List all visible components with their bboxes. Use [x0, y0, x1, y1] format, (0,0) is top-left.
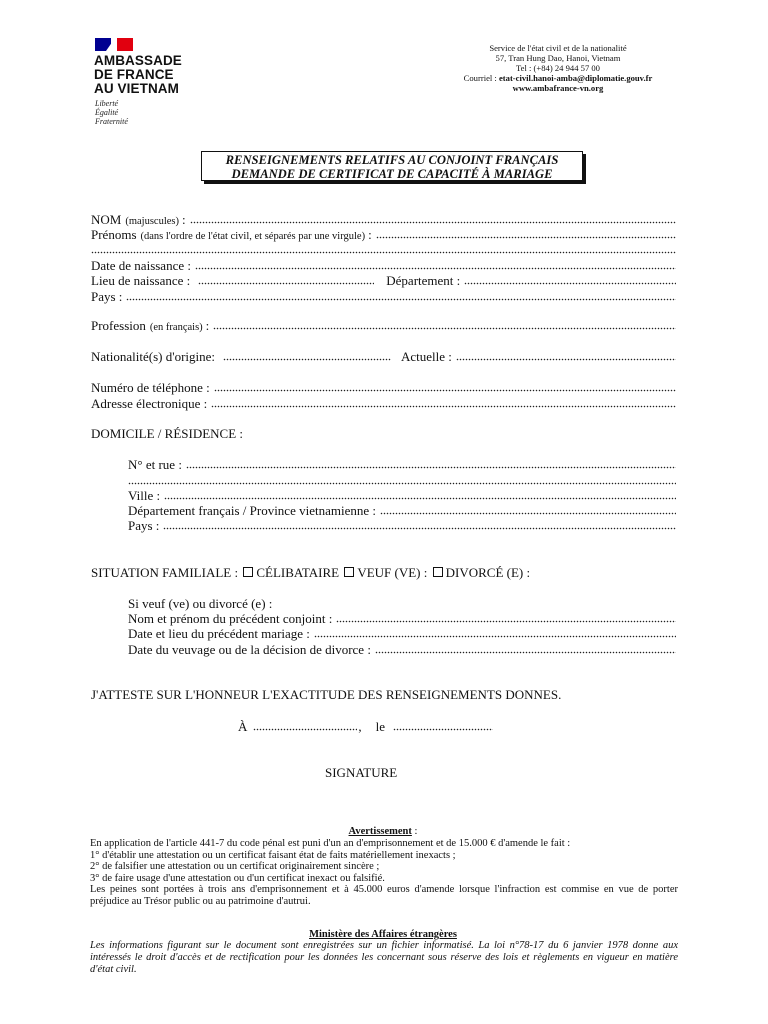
logo-line-3: AU VIETNAM — [94, 81, 179, 96]
celibataire-checkbox[interactable] — [243, 567, 253, 577]
motto-fraternite: Fraternité — [95, 117, 128, 126]
lieu-date-comma: , — [358, 719, 362, 734]
warning-line-2: 2° de falsifier une attestation ou un certificat originairement sincère ; — [90, 861, 380, 872]
pays-label: Pays : — [91, 289, 123, 304]
date-veuvage-row — [128, 642, 676, 658]
warning-title: Avertissement — [348, 826, 412, 837]
prenoms-label: Prénoms — [91, 227, 137, 242]
date-signature-field[interactable] — [393, 719, 493, 731]
logo-line-2: DE FRANCE — [94, 67, 174, 82]
warning-heading — [90, 826, 676, 838]
date-lieu-mariage-field[interactable] — [314, 626, 676, 638]
divorce-checkbox[interactable] — [433, 567, 443, 577]
pays-residence-row — [128, 518, 676, 534]
pays-field[interactable] — [126, 289, 676, 301]
date-naissance-label: Date de naissance : — [91, 258, 191, 273]
contact-tel: Tel : (+84) 24 944 57 00 — [516, 63, 600, 73]
departement-province-field[interactable] — [380, 503, 676, 515]
nom-precedent-field[interactable] — [336, 611, 676, 623]
domicile-heading: DOMICILE / RÉSIDENCE : — [91, 426, 244, 441]
veuf-label: VEUF (VE) : — [357, 565, 428, 580]
embassy-logo-text — [94, 54, 182, 96]
telephone-row — [91, 380, 676, 396]
motto-liberte: Liberté — [95, 99, 119, 108]
contact-email-line — [430, 73, 686, 83]
form-title-line-1: RENSEIGNEMENTS RELATIFS AU CONJOINT FRANÇAIS — [225, 153, 559, 167]
form-title-box — [201, 151, 583, 181]
motto-egalite: Égalité — [95, 108, 119, 117]
contact-email-prefix: Courriel : — [463, 73, 499, 83]
contact-block — [430, 43, 686, 93]
telephone-label: Numéro de téléphone : — [91, 380, 210, 395]
lieu-naissance-label: Lieu de naissance : — [91, 273, 191, 288]
contact-email-link[interactable]: etat-civil.hanoi-amba@diplomatie.gouv.fr — [498, 73, 653, 83]
ville-row — [128, 488, 676, 504]
a-label: À — [238, 719, 248, 734]
no-rue-row — [128, 457, 676, 473]
prenoms-field-continued[interactable] — [91, 242, 676, 254]
telephone-field[interactable] — [214, 380, 676, 392]
nationalite-row — [91, 349, 676, 365]
email-row — [91, 396, 676, 412]
ville-field[interactable] — [164, 488, 676, 500]
veuf-checkbox[interactable] — [344, 567, 354, 577]
warning-title-colon: : — [411, 826, 418, 837]
warning-line-1: 1° d'établir une attestation ou un certificat faisant état de faits matériellement inexacts ; — [90, 849, 456, 861]
republic-motto — [95, 99, 128, 126]
lieu-naissance-field[interactable] — [198, 273, 374, 285]
no-rue-label: N° et rue : — [128, 457, 182, 472]
ministry-title: Ministère des Affaires étrangères — [309, 929, 457, 940]
pays-residence-field[interactable] — [163, 518, 676, 530]
le-label: le — [375, 719, 386, 734]
form-title-line-2: DEMANDE DE CERTIFICAT DE CAPACITÉ À MARIAGE — [231, 167, 553, 181]
nationalite-origine-field[interactable] — [223, 349, 391, 361]
nationalite-actuelle-field[interactable] — [456, 349, 676, 361]
warning-line-intro: En application de l'article 441-7 du code pénal est puni d'un an d'emprisonnement et de 15.000 € d'amende le fait : — [90, 838, 571, 849]
no-rue-continued-row — [128, 473, 676, 485]
profession-field[interactable] — [213, 318, 676, 330]
prenoms-field[interactable] — [376, 227, 676, 239]
date-lieu-mariage-label: Date et lieu du précédent mariage : — [128, 626, 310, 641]
profession-hint: (en français) — [149, 322, 203, 333]
nom-hint: (majuscules) — [125, 216, 179, 227]
date-naissance-field[interactable] — [195, 258, 676, 270]
actuelle-label: Actuelle : — [401, 349, 452, 364]
divorce-label: DIVORCÉ (E) : — [445, 565, 531, 580]
ministry-notice: Les informations figurant sur le document sont enregistrées sur un fichier informatisé. La loi n°78-17 du 6 janvier 1978 donne aux intéressés le droit d'accès et de rectification pour les données les concernant sous réserve des lois et règlements en vigueur en matière d'état civil. — [90, 940, 678, 975]
departement-province-label: Département français / Province vietnamienne : — [128, 503, 376, 518]
nationalite-label: Nationalité(s) d'origine: — [91, 349, 216, 364]
contact-website-link[interactable]: www.ambafrance-vn.org — [512, 83, 604, 93]
profession-row — [91, 318, 676, 336]
warning-line-penalty: Les peines sont portées à trois ans d'emprisonnement et à 45.000 euros d'amende lorsque l'infraction est commise en vue de porter préjudice au Trésor public ou au patrimoine d'autrui. — [90, 884, 678, 907]
warning-line-3: 3° de faire usage d'une attestation ou d'un certificat inexact ou falsifié. — [90, 872, 385, 884]
nom-colon: : — [182, 212, 186, 227]
no-rue-field-continued[interactable] — [128, 473, 676, 485]
nom-label: NOM — [91, 212, 122, 227]
situation-familiale-row — [91, 565, 530, 581]
nom-field[interactable] — [190, 212, 676, 224]
warning-text — [90, 838, 678, 907]
departement-field[interactable] — [464, 273, 676, 285]
celibataire-label: CÉLIBATAIRE — [256, 565, 340, 580]
contact-service: Service de l'état civil et de la nationalité — [489, 43, 627, 53]
marianne-flag-icon — [95, 38, 133, 51]
logo-line-1: AMBASSADE — [94, 53, 182, 68]
prenoms-colon: : — [368, 227, 372, 242]
lieu-naissance-row — [91, 273, 676, 289]
si-veuf-label: Si veuf (ve) ou divorcé (e) : — [128, 596, 273, 611]
nom-precedent-label: Nom et prénom du précédent conjoint : — [128, 611, 333, 626]
lieu-date-row — [238, 719, 498, 735]
pays-row — [91, 289, 676, 305]
lieu-signature-field[interactable] — [253, 719, 357, 731]
prenoms-hint: (dans l'ordre de l'état civil, et séparés par une virgule) — [140, 231, 366, 242]
profession-label: Profession — [91, 318, 146, 333]
adresse-electronique-field[interactable] — [211, 396, 676, 408]
departement-province-row — [128, 503, 676, 519]
date-naissance-row — [91, 258, 676, 274]
signature-label: SIGNATURE — [325, 765, 398, 780]
departement-label: Département : — [386, 273, 461, 288]
nom-precedent-row — [128, 611, 676, 627]
situation-label: SITUATION FAMILIALE : — [91, 565, 239, 580]
pays-residence-label: Pays : — [128, 518, 160, 533]
date-lieu-mariage-row — [128, 626, 676, 642]
attestation-statement: J'ATTESTE SUR L'HONNEUR L'EXACTITUDE DES RENSEIGNEMENTS DONNES. — [91, 687, 562, 702]
contact-address: 57, Tran Hung Dao, Hanoi, Vietnam — [495, 53, 621, 63]
no-rue-field[interactable] — [186, 457, 676, 469]
prenoms-continued-row — [91, 242, 676, 254]
adresse-electronique-label: Adresse électronique : — [91, 396, 208, 411]
profession-colon: : — [205, 318, 210, 333]
date-veuvage-field[interactable] — [375, 642, 676, 654]
date-veuvage-label: Date du veuvage ou de la décision de divorce : — [128, 642, 371, 657]
ville-label: Ville : — [128, 488, 161, 503]
